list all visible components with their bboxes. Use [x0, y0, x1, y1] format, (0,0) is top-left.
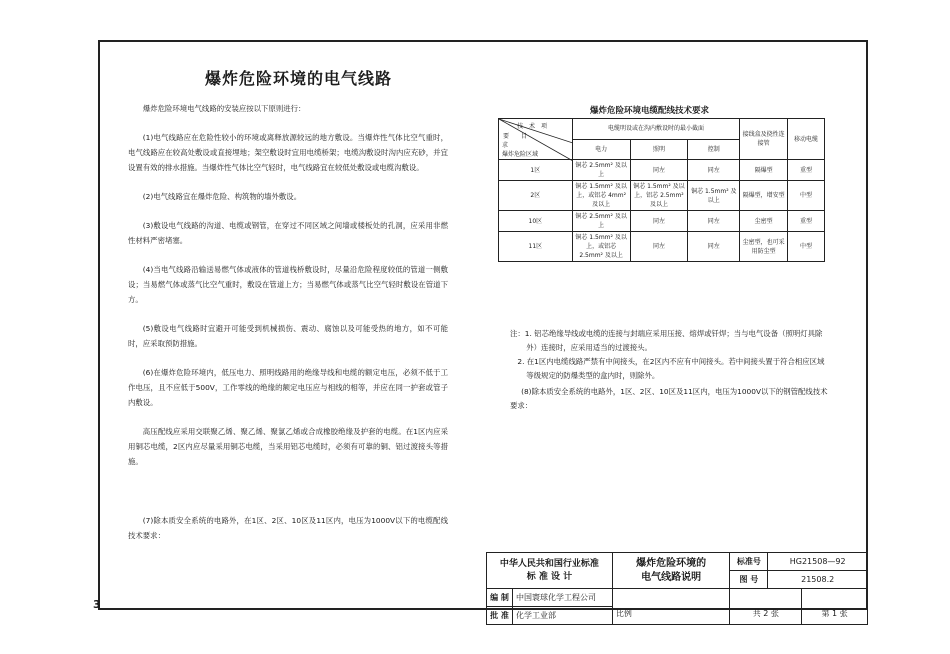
total-label: 共 — [752, 609, 761, 618]
note-2: 2. 在1区内电缆线路严禁有中间接头，在2区内不应有中间接头。若中间接头置于符合相应区域等级规定的防爆类型的盒内时，则除外。 — [517, 357, 825, 380]
diag-label-bottom: 爆炸危险区域 — [502, 151, 539, 158]
page-title: 爆炸危险环境的电气线路 — [205, 69, 393, 88]
table-row — [499, 181, 825, 211]
control-cell: 同左 — [688, 211, 740, 232]
page-mark: 3 — [93, 598, 101, 611]
header-power: 电力 — [572, 139, 630, 160]
fig-no-label: 图 号 — [730, 571, 768, 589]
table-row — [499, 211, 825, 232]
std-no-label: 标准号 — [730, 553, 768, 571]
compiler-value: 中国寰球化学工程公司 — [512, 589, 612, 607]
power-cell: 铜芯 1.5mm² 及以上，或铝芯 2.5mm² 及以上 — [572, 232, 630, 262]
header-min-section: 电缆明设或在沟内敷设时的最小截面 — [572, 119, 740, 140]
zone-cell: 2区 — [499, 181, 573, 211]
scale-label: 比例 — [615, 609, 632, 618]
cable-spec-table — [498, 118, 825, 262]
paragraph-6: (6)在爆炸危险环境内，低压电力、照明线路用的绝缘导线和电缆的额定电压，必须不低于工作电压，且不应低于500V，工作零线的绝缘的额定电压应与相线的相等，并应在同一护套或管子内敷设。 — [128, 368, 448, 407]
total-sheets — [730, 589, 802, 625]
approver-value: 化学工业部 — [512, 607, 612, 625]
junction-cell: 尘密型，也可采用防尘型 — [740, 232, 788, 262]
sheet-number — [802, 589, 868, 625]
header-control: 控制 — [688, 139, 740, 160]
table-row — [499, 232, 825, 262]
compile-label: 编 制 — [487, 589, 513, 607]
paragraph-4: (4)当电气线路沿输送易燃气体或液体的管道栈桥敷设时，尽量沿危险程度较低的管道一侧敷设；当易燃气体或蒸气比空气重时，敷设在管道上方；当易燃气体或蒸气比空气轻时敷设在管道下方。 — [128, 265, 448, 304]
junction-cell: 尘密型 — [740, 211, 788, 232]
zone-cell: 1区 — [499, 160, 573, 181]
diagonal-header-cell — [499, 119, 573, 160]
control-cell: 同左 — [688, 160, 740, 181]
drawing-title-cell — [612, 553, 730, 589]
header-lighting: 照明 — [630, 139, 688, 160]
drawing-title-line-2: 电气线路说明 — [641, 571, 702, 583]
mobile-cell: 中型 — [788, 232, 825, 262]
power-cell: 铜芯 1.5mm² 及以上，或铝芯 4mm² 及以上 — [572, 181, 630, 211]
paragraph-2: (2)电气线路宜在爆炸危险、构筑物的墙外敷设。 — [142, 192, 302, 201]
zone-cell: 11区 — [499, 232, 573, 262]
paragraph-7: (7)除本质安全系统的电路外，在1区、2区、10区及11区内，电压为1000V以下的电缆配线技术要求： — [128, 516, 448, 540]
paragraph-5: (5)敷设电气线路时宜避开可能受到机械损伤、震动、腐蚀以及可能受热的地方，如不可能时，应采取预防措施。 — [128, 324, 448, 348]
total-value: 2 — [763, 609, 769, 618]
paragraph-1: (1)电气线路应在危险性较小的环境或离释放源较远的地方敷设。当爆炸性气体比空气重时，电气线路应在较高处敷设或直接埋地；架空敷设时宜用电缆桥架；电缆沟敷设时沟内应充砂，并宜设置有效的排水措施。当爆炸性气体比空气轻时，电气线路宜在较低处敷设或电缆沟敷设。 — [128, 133, 448, 172]
fig-no-value: 21508.2 — [768, 571, 868, 589]
power-cell: 铜芯 2.5mm² 及以上 — [572, 211, 630, 232]
diag-label-mid2: 求 — [502, 142, 509, 149]
intro-text: 爆炸危险环境电气线路的安装应按以下原则进行： — [142, 104, 306, 113]
org-cell — [487, 553, 613, 589]
total-sheets-line — [733, 594, 798, 619]
table-row — [499, 160, 825, 181]
lighting-cell: 铜芯 1.5mm² 及以上，铝芯 2.5mm² 及以上 — [630, 181, 688, 211]
control-cell: 铜芯 1.5mm² 及以上 — [688, 181, 740, 211]
paragraph-8: (8)除本质安全系统的电路外，1区、2区、10区及11区内，电压为1000V以下的钢管配线技术要求： — [510, 387, 828, 410]
sheet-number-line — [805, 594, 864, 619]
header-mobile: 移动电缆 — [788, 119, 825, 160]
title-block — [486, 552, 868, 625]
power-cell: 铜芯 2.5mm² 及以上 — [572, 160, 630, 181]
mobile-cell: 中型 — [788, 181, 825, 211]
org-line-1: 中华人民共和国行业标准 — [499, 558, 599, 569]
diag-label-top: 技 术 项 — [517, 123, 548, 130]
junction-cell: 隔爆型，增安型 — [740, 181, 788, 211]
notes-block — [510, 327, 830, 413]
table-title: 爆炸危险环境电缆配线技术要求 — [590, 106, 710, 116]
left-column — [128, 101, 448, 557]
paragraph-3: (3)敷设电气线路的沟道、电缆或钢管，在穿过不同区域之间墙或楼板处的孔洞，应采用非燃性材料严密堵塞。 — [128, 221, 448, 245]
header-junction: 接线盒及挠性连接管 — [740, 119, 788, 160]
lighting-cell: 同左 — [630, 232, 688, 262]
lighting-cell: 同左 — [630, 211, 688, 232]
junction-cell: 隔爆型 — [740, 160, 788, 181]
org-line-2: 标 准 设 计 — [526, 571, 573, 582]
lighting-cell: 同左 — [630, 160, 688, 181]
approve-label: 批 准 — [487, 607, 513, 625]
note-1: 注：1. 铝芯绝缘导线或电缆的连接与封端应采用压接、熔焊或钎焊；当与电气设备（照明灯具除外）连接时，应采用适当的过渡接头。 — [510, 329, 823, 352]
std-no-value: HG21508—92 — [768, 553, 868, 571]
mobile-cell: 重型 — [788, 160, 825, 181]
diag-label-mid1: 要 目 — [503, 133, 528, 140]
sheet-unit: 张 — [839, 609, 848, 618]
mobile-cell: 重型 — [788, 211, 825, 232]
total-unit: 张 — [770, 609, 779, 618]
paragraph-hv: 高压配线应采用交联聚乙烯、聚乙烯、聚氯乙烯或合成橡胶绝缘及护套的电缆。在1区内应采用铜芯电缆，2区内应尽量采用铜芯电缆，当采用铝芯电缆时，必须有可靠的铜、铝过渡接头等措施。 — [128, 427, 448, 466]
sheet-label: 第 — [821, 609, 830, 618]
drawing-title-line-1: 爆炸危险环境的 — [636, 557, 707, 569]
sheet-value: 1 — [832, 609, 838, 618]
scale-cell — [612, 589, 730, 625]
zone-cell: 10区 — [499, 211, 573, 232]
control-cell: 同左 — [688, 232, 740, 262]
